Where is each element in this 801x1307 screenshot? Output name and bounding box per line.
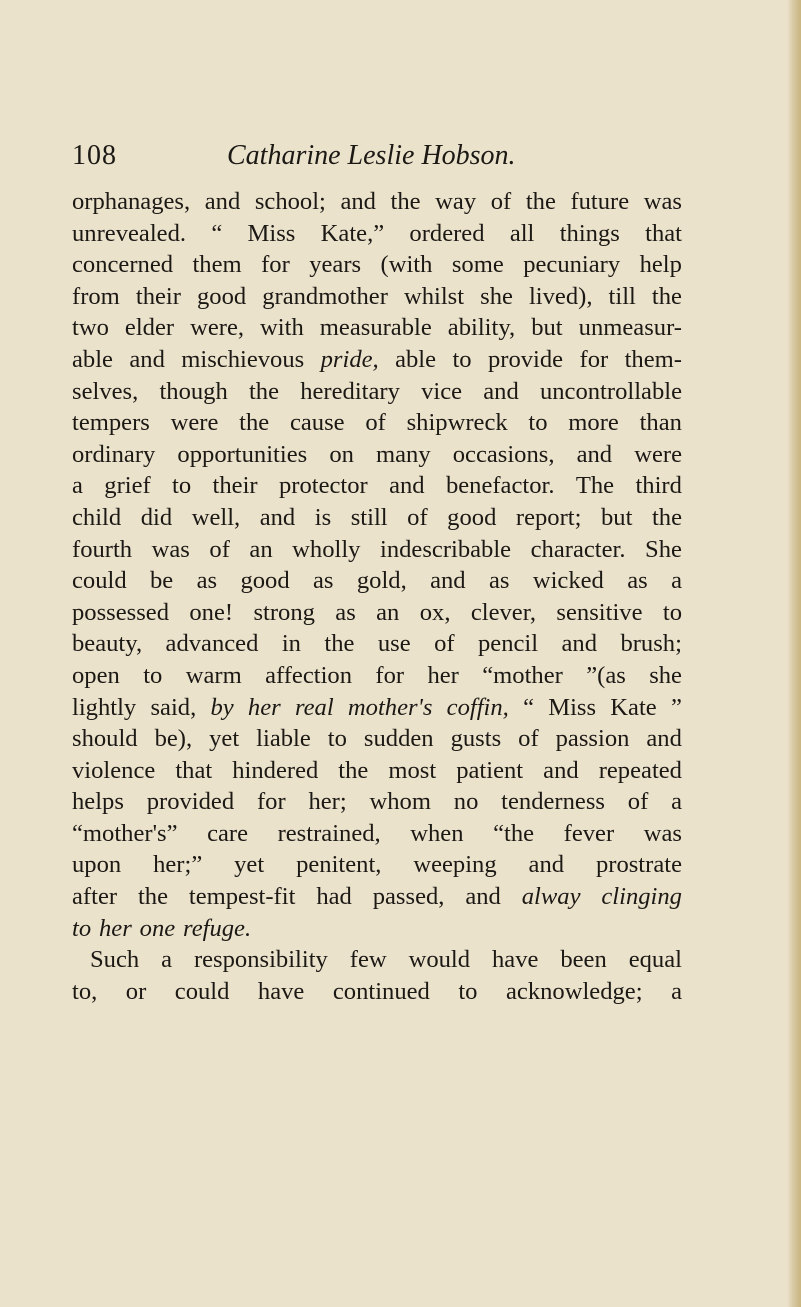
text-line: concerned them for years (with some pecuniary help (72, 251, 682, 279)
page-number: 108 (72, 140, 117, 171)
text-line: to, or could have continued to acknowledge; a (72, 977, 682, 1005)
page-header (72, 140, 692, 176)
running-title: Catharine Leslie Hobson. (227, 140, 516, 171)
text-line: from their good grandmother whilst she lived), till the (72, 282, 682, 310)
text-line: after the tempest-fit had passed, and alway clinging (72, 883, 682, 911)
text-line: helps provided for her; whom no tenderness of a (72, 788, 682, 816)
text-line: tempers were the cause of shipwreck to more than (72, 409, 682, 437)
text-line: lightly said, by her real mother's coffin, “ Miss Kate ” (72, 693, 682, 721)
text-line: unrevealed. “ Miss Kate,” ordered all things that (72, 219, 682, 247)
text-line: upon her;” yet penitent, weeping and prostrate (72, 851, 682, 879)
text-line: two elder were, with measurable ability, but unmeasur- (72, 314, 682, 342)
text-line: ordinary opportunities on many occasions, and were (72, 440, 682, 468)
body-text (72, 186, 682, 1007)
text-line: fourth was of an wholly indescribable character. She (72, 535, 682, 563)
text-line: should be), yet liable to sudden gusts of passion and (72, 725, 682, 753)
text-line: violence that hindered the most patient and repeated (72, 756, 682, 784)
text-line: “mother's” care restrained, when “the fever was (72, 819, 682, 847)
text-line: orphanages, and school; and the way of the future was (72, 188, 682, 215)
text-line: open to warm affection for her “mother ”(as she (72, 661, 682, 689)
text-line: could be as good as gold, and as wicked as a (72, 567, 682, 595)
text-line: Such a responsibility few would have been equal (90, 946, 682, 974)
text-line: able and mischievous pride, able to provide for them- (72, 345, 682, 373)
text-line: selves, though the hereditary vice and uncontrollable (72, 377, 682, 405)
text-line: possessed one! strong as an ox, clever, sensitive to (72, 598, 682, 626)
text-line: a grief to their protector and benefactor. The third (72, 472, 682, 500)
text-line: beauty, advanced in the use of pencil and brush; (72, 630, 682, 658)
page-edge (787, 0, 801, 1307)
text-line: to her one refuge. (72, 914, 252, 942)
text-line: child did well, and is still of good report; but the (72, 503, 682, 531)
